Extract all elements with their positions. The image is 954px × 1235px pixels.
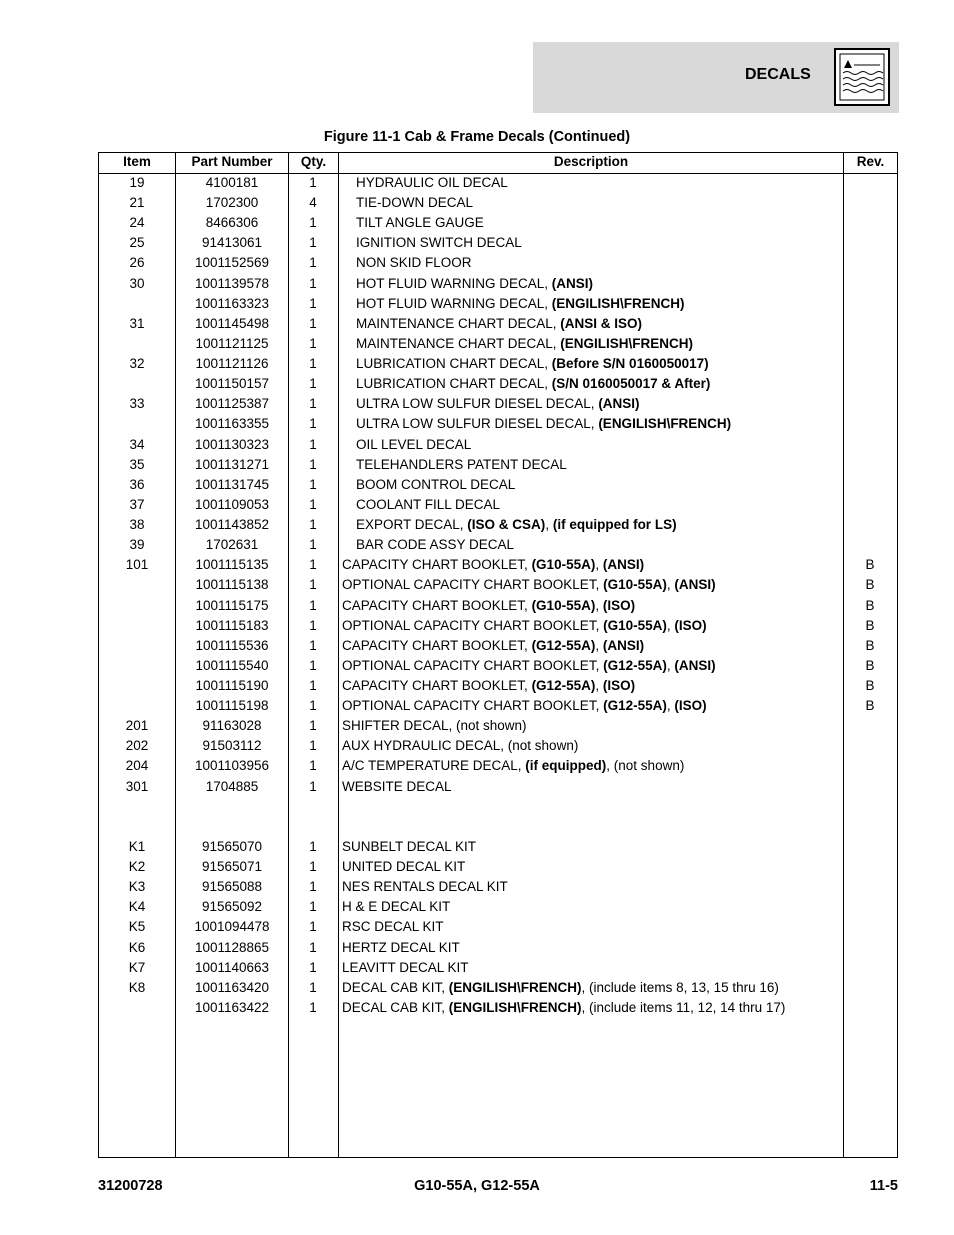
- table-row: [99, 173, 897, 193]
- qty-cell: 1: [309, 416, 317, 432]
- item-cell: 101: [125, 557, 149, 573]
- description-cell: [342, 978, 842, 998]
- part-number-cell: 1001115135: [195, 557, 269, 573]
- description-segment: CAPACITY CHART BOOKLET,: [342, 597, 532, 613]
- table-row: [99, 374, 897, 394]
- item-cell: 38: [129, 517, 145, 533]
- table-row: [99, 716, 897, 736]
- footer-doc-number: 31200728: [98, 1178, 163, 1194]
- description-cell: [342, 716, 842, 736]
- description-cell: [356, 294, 856, 314]
- table-row: [99, 777, 897, 797]
- item-cell: K3: [128, 879, 146, 895]
- description-segment: BAR CODE ASSY DECAL: [356, 537, 515, 553]
- description-segment: OPTIONAL CAPACITY CHART BOOKLET,: [342, 657, 604, 673]
- table-row: [99, 676, 897, 696]
- description-segment: ,: [666, 577, 675, 593]
- description-cell: [356, 515, 856, 535]
- description-segment: (G10-55A): [531, 597, 596, 613]
- item-cell: 24: [129, 215, 145, 231]
- qty-cell: 1: [309, 315, 317, 331]
- table-row: [99, 253, 897, 273]
- item-cell: K4: [128, 899, 146, 915]
- part-number-cell: 91163028: [202, 718, 262, 734]
- table-row: [99, 938, 897, 958]
- table-row: [99, 736, 897, 756]
- item-cell: 39: [129, 537, 145, 553]
- table-row: [99, 636, 897, 656]
- qty-cell: 1: [309, 838, 317, 854]
- description-segment: HYDRAULIC OIL DECAL: [356, 175, 508, 190]
- description-segment: WEBSITE DECAL: [342, 778, 452, 794]
- description-cell: [342, 696, 842, 716]
- description-segment: AUX HYDRAULIC DECAL, (not shown): [342, 738, 579, 754]
- description-segment: (Before S/N 0160050017): [551, 356, 709, 372]
- part-number-cell: 1001131745: [194, 476, 270, 492]
- table-row: [99, 274, 897, 294]
- description-segment: RSC DECAL KIT: [342, 919, 444, 935]
- qty-cell: 1: [309, 617, 317, 633]
- description-segment: (ENGILISH\FRENCH): [598, 416, 732, 432]
- description-segment: MAINTENANCE CHART DECAL,: [356, 315, 561, 331]
- part-number-cell: 1001130323: [194, 436, 270, 452]
- description-cell: [342, 917, 842, 937]
- qty-cell: 1: [309, 235, 317, 251]
- description-cell: [342, 616, 842, 636]
- table-row: [99, 656, 897, 676]
- table-row: [99, 495, 897, 515]
- description-segment: ,: [666, 698, 675, 714]
- qty-cell: 1: [309, 356, 317, 372]
- description-segment: (ANSI): [674, 657, 716, 673]
- qty-cell: 1: [309, 999, 317, 1015]
- table-row: [99, 394, 897, 414]
- description-cell: [356, 414, 856, 434]
- qty-cell: 1: [309, 436, 317, 452]
- description-cell: [356, 213, 856, 233]
- description-segment: (ISO): [674, 698, 707, 714]
- qty-cell: 1: [309, 859, 317, 875]
- col-header-description: Description: [553, 154, 629, 169]
- description-segment: (if equipped): [525, 758, 607, 774]
- item-cell: K2: [128, 859, 146, 875]
- description-segment: (G10-55A): [603, 617, 667, 633]
- qty-cell: 1: [309, 577, 317, 593]
- part-number-cell: 1704885: [205, 778, 259, 794]
- description-segment: OPTIONAL CAPACITY CHART BOOKLET,: [342, 698, 604, 714]
- section-title: DECALS: [745, 66, 811, 83]
- description-segment: HERTZ DECAL KIT: [342, 939, 460, 955]
- description-segment: LEAVITT DECAL KIT: [342, 959, 469, 975]
- table-row: [99, 756, 897, 776]
- item-cell: 30: [129, 275, 145, 291]
- description-segment: (G12-55A): [603, 657, 667, 673]
- description-cell: [342, 676, 842, 696]
- rev-cell: B: [865, 617, 875, 633]
- part-number-cell: 1001115536: [195, 637, 269, 653]
- qty-cell: 1: [309, 175, 317, 190]
- description-cell: [356, 274, 856, 294]
- rev-cell: B: [865, 678, 875, 693]
- description-cell: [356, 354, 856, 374]
- figure-title: Figure 11-1 Cab & Frame Decals (Continued): [323, 129, 631, 145]
- item-cell: 26: [129, 255, 145, 271]
- description-cell: [356, 475, 856, 495]
- part-number-cell: 1001143852: [194, 517, 270, 533]
- description-segment: SHIFTER DECAL, (not shown): [342, 718, 527, 734]
- footer-page-number: 11-5: [869, 1178, 898, 1194]
- qty-cell: 1: [309, 899, 317, 915]
- description-segment: (ANSI): [551, 275, 594, 291]
- qty-cell: 1: [309, 657, 317, 673]
- item-cell: 19: [129, 175, 145, 190]
- item-cell: 202: [125, 738, 149, 754]
- item-cell: 301: [125, 778, 149, 794]
- part-number-cell: 1702300: [205, 195, 259, 211]
- part-number-cell: 91565088: [201, 879, 263, 895]
- description-segment: COOLANT FILL DECAL: [356, 496, 501, 512]
- description-segment: TILT ANGLE GAUGE: [356, 215, 484, 231]
- qty-cell: 1: [309, 939, 317, 955]
- description-cell: [356, 173, 856, 193]
- qty-cell: 1: [309, 275, 317, 291]
- table-row: [99, 435, 897, 455]
- item-cell: 32: [129, 356, 145, 372]
- description-segment: H & E DECAL KIT: [342, 899, 451, 915]
- table-row: [99, 314, 897, 334]
- item-cell: K7: [128, 959, 146, 975]
- part-number-cell: 1001128865: [194, 939, 270, 955]
- description-cell: [342, 877, 842, 897]
- table-row: [99, 575, 897, 595]
- item-cell: 21: [129, 195, 145, 211]
- table-row: [99, 475, 897, 495]
- qty-cell: 1: [309, 396, 317, 412]
- qty-cell: 1: [309, 476, 317, 492]
- part-number-cell: 8466306: [205, 215, 259, 231]
- part-number-cell: 91503112: [202, 738, 262, 754]
- item-cell: 36: [129, 476, 145, 492]
- description-cell: [356, 193, 856, 213]
- description-cell: [342, 596, 842, 616]
- description-segment: , (include items 11, 12, 14 thru 17): [581, 999, 786, 1015]
- qty-cell: 1: [309, 517, 317, 533]
- part-number-cell: 1001094478: [194, 919, 270, 935]
- part-number-cell: 91565070: [201, 838, 263, 854]
- qty-cell: 1: [309, 215, 317, 231]
- footer-model: G10-55A, G12-55A: [414, 1178, 540, 1194]
- part-number-cell: 1001139578: [194, 275, 270, 291]
- description-cell: [356, 535, 856, 555]
- qty-cell: 1: [309, 738, 317, 754]
- description-cell: [342, 636, 842, 656]
- table-row: [99, 917, 897, 937]
- description-segment: LUBRICATION CHART DECAL,: [356, 356, 552, 372]
- description-segment: OIL LEVEL DECAL: [356, 436, 472, 452]
- table-row: [99, 998, 897, 1018]
- table-row: [99, 535, 897, 555]
- description-segment: CAPACITY CHART BOOKLET,: [342, 637, 532, 653]
- qty-cell: 1: [309, 959, 317, 975]
- qty-cell: 1: [309, 295, 317, 311]
- table-row: [99, 958, 897, 978]
- description-segment: (G12-55A): [531, 637, 596, 653]
- description-segment: (ANSI): [602, 557, 645, 573]
- description-segment: (ENGILISH\FRENCH): [560, 335, 694, 351]
- description-segment: (ANSI): [674, 577, 716, 593]
- description-segment: OPTIONAL CAPACITY CHART BOOKLET,: [342, 577, 604, 593]
- part-number-cell: 1001145498: [194, 315, 270, 331]
- description-segment: ,: [595, 597, 603, 613]
- rev-cell: B: [865, 637, 875, 653]
- table-row: [99, 555, 897, 575]
- table-row: [99, 596, 897, 616]
- part-number-cell: 1001115540: [195, 657, 269, 673]
- description-segment: ULTRA LOW SULFUR DIESEL DECAL,: [356, 416, 599, 432]
- table-row: [99, 897, 897, 917]
- item-cell: K1: [128, 838, 146, 854]
- qty-cell: 1: [309, 496, 317, 512]
- description-segment: (G10-55A): [603, 577, 667, 593]
- part-number-cell: 1001115175: [195, 597, 269, 613]
- description-cell: [356, 394, 856, 414]
- item-cell: 201: [125, 718, 149, 734]
- description-segment: (ENGILISH\FRENCH): [551, 295, 685, 311]
- part-number-cell: 1001121126: [195, 356, 269, 372]
- table-row: [99, 294, 897, 314]
- part-number-cell: 1001115190: [195, 678, 269, 693]
- description-segment: (G10-55A): [531, 557, 596, 573]
- description-cell: [356, 455, 856, 475]
- description-cell: [356, 334, 856, 354]
- description-segment: CAPACITY CHART BOOKLET,: [342, 557, 532, 573]
- table-row: [99, 334, 897, 354]
- description-segment: (S/N 0160050017 & After): [551, 376, 711, 392]
- col-header-rev: Rev.: [856, 154, 885, 169]
- qty-cell: 1: [309, 919, 317, 935]
- table-row: [99, 696, 897, 716]
- description-segment: MAINTENANCE CHART DECAL,: [356, 335, 561, 351]
- description-segment: TIE-DOWN DECAL: [356, 195, 474, 211]
- description-segment: , (not shown): [606, 758, 685, 774]
- item-cell: 34: [129, 436, 145, 452]
- description-cell: [342, 837, 842, 857]
- item-cell: K8: [128, 979, 146, 995]
- table-row: [99, 213, 897, 233]
- part-number-cell: 1001163422: [194, 999, 270, 1015]
- qty-cell: 1: [309, 376, 317, 392]
- item-cell: 204: [125, 758, 149, 774]
- description-segment: (ISO & CSA): [467, 517, 546, 533]
- description-segment: ,: [666, 617, 675, 633]
- qty-cell: 1: [309, 879, 317, 895]
- qty-cell: 1: [309, 718, 317, 734]
- description-segment: (ISO): [602, 678, 636, 693]
- col-header-item: Item: [123, 154, 151, 169]
- part-number-cell: 1001131271: [194, 456, 270, 472]
- qty-cell: 1: [309, 778, 317, 794]
- description-segment: ,: [595, 637, 603, 653]
- description-segment: (ISO): [674, 617, 707, 633]
- description-segment: ,: [595, 678, 603, 693]
- description-segment: ,: [666, 657, 675, 673]
- description-cell: [342, 736, 842, 756]
- table-row: [99, 515, 897, 535]
- part-number-cell: 1001121125: [195, 335, 269, 351]
- description-cell: [356, 314, 856, 334]
- description-cell: [342, 656, 842, 676]
- description-cell: [342, 938, 842, 958]
- table-row: [99, 414, 897, 434]
- part-number-cell: 1001115198: [195, 698, 269, 714]
- qty-cell: 1: [309, 335, 317, 351]
- item-cell: 33: [129, 396, 145, 412]
- table-row: [99, 877, 897, 897]
- description-segment: (ANSI): [602, 637, 645, 653]
- qty-cell: 4: [309, 195, 317, 211]
- part-number-cell: 91413061: [201, 235, 263, 251]
- part-number-cell: 1001115138: [195, 577, 269, 593]
- qty-cell: 1: [309, 597, 317, 613]
- qty-cell: 1: [309, 758, 317, 774]
- qty-cell: 1: [309, 637, 317, 653]
- table-row: [99, 354, 897, 374]
- description-cell: [356, 374, 856, 394]
- rev-cell: B: [865, 657, 875, 673]
- description-segment: (G12-55A): [603, 698, 667, 714]
- part-number-cell: 1001163420: [194, 979, 270, 995]
- rev-cell: B: [865, 698, 875, 714]
- description-segment: A/C TEMPERATURE DECAL,: [342, 758, 526, 774]
- description-segment: (ANSI): [598, 396, 640, 412]
- part-number-cell: 91565071: [201, 859, 263, 875]
- description-segment: DECAL CAB KIT,: [342, 999, 449, 1015]
- description-cell: [342, 958, 842, 978]
- description-cell: [356, 253, 856, 273]
- table-row: [99, 837, 897, 857]
- qty-cell: 1: [309, 698, 317, 714]
- description-segment: HOT FLUID WARNING DECAL,: [356, 275, 552, 291]
- part-number-cell: 1001140663: [194, 959, 270, 975]
- part-number-cell: 1001109053: [194, 496, 270, 512]
- description-segment: SUNBELT DECAL KIT: [342, 838, 477, 854]
- table-row: [99, 455, 897, 475]
- description-cell: [356, 435, 856, 455]
- description-segment: OPTIONAL CAPACITY CHART BOOKLET,: [342, 617, 604, 633]
- qty-cell: 1: [309, 979, 317, 995]
- rev-cell: B: [865, 597, 875, 613]
- item-cell: K6: [128, 939, 146, 955]
- item-cell: 37: [129, 496, 145, 512]
- description-cell: [342, 897, 842, 917]
- table-row: [99, 616, 897, 636]
- rev-cell: B: [865, 577, 875, 593]
- description-segment: (ENGILISH\FRENCH): [448, 999, 582, 1015]
- description-segment: NON SKID FLOOR: [356, 255, 472, 271]
- description-segment: , (include items 8, 13, 15 thru 16): [581, 979, 779, 995]
- description-segment: ,: [545, 517, 553, 533]
- description-segment: (ENGILISH\FRENCH): [448, 979, 582, 995]
- decal-section-icon: [834, 48, 890, 106]
- qty-cell: 1: [309, 537, 317, 553]
- description-segment: (ISO): [602, 597, 636, 613]
- table-row: [99, 857, 897, 877]
- table-row: [99, 978, 897, 998]
- part-number-cell: 1001152569: [194, 255, 270, 271]
- qty-cell: 1: [309, 456, 317, 472]
- part-number-cell: 1001125387: [194, 396, 270, 412]
- description-cell: [342, 555, 842, 575]
- description-segment: EXPORT DECAL,: [356, 517, 468, 533]
- description-segment: BOOM CONTROL DECAL: [356, 476, 516, 492]
- description-cell: [342, 777, 842, 797]
- description-segment: (G12-55A): [531, 678, 596, 693]
- description-cell: [342, 857, 842, 877]
- part-number-cell: 1001163323: [194, 295, 270, 311]
- col-header-qty: Qty.: [300, 154, 327, 169]
- description-segment: DECAL CAB KIT,: [342, 979, 449, 995]
- item-cell: 31: [129, 315, 145, 331]
- part-number-cell: 4100181: [205, 175, 259, 190]
- description-cell: [342, 998, 842, 1018]
- rev-cell: B: [865, 557, 875, 573]
- description-segment: CAPACITY CHART BOOKLET,: [342, 678, 532, 693]
- description-segment: LUBRICATION CHART DECAL,: [356, 376, 552, 392]
- part-number-cell: 1001150157: [194, 376, 270, 392]
- description-cell: [342, 575, 842, 595]
- part-number-cell: 1001115183: [195, 617, 269, 633]
- description-segment: ,: [595, 557, 603, 573]
- part-number-cell: 1001163355: [194, 416, 270, 432]
- description-cell: [356, 233, 856, 253]
- description-cell: [342, 756, 842, 776]
- table-row: [99, 193, 897, 213]
- qty-cell: 1: [309, 557, 317, 573]
- part-number-cell: 91565092: [201, 899, 263, 915]
- description-segment: IGNITION SWITCH DECAL: [356, 235, 522, 251]
- qty-cell: 1: [309, 678, 317, 693]
- item-cell: 35: [129, 456, 145, 472]
- description-segment: (ANSI & ISO): [560, 315, 643, 331]
- description-segment: (if equipped for LS): [552, 517, 677, 533]
- table-row: [99, 817, 897, 837]
- item-cell: K5: [128, 919, 146, 935]
- parts-table: [98, 152, 898, 1158]
- description-segment: HOT FLUID WARNING DECAL,: [356, 295, 552, 311]
- part-number-cell: 1001103956: [194, 758, 270, 774]
- table-row: [99, 233, 897, 253]
- table-row: [99, 797, 897, 817]
- description-segment: NES RENTALS DECAL KIT: [342, 879, 508, 895]
- qty-cell: 1: [309, 255, 317, 271]
- description-cell: [356, 495, 856, 515]
- part-number-cell: 1702631: [205, 537, 259, 553]
- item-cell: 25: [129, 235, 145, 251]
- description-segment: ULTRA LOW SULFUR DIESEL DECAL,: [356, 396, 599, 412]
- description-segment: UNITED DECAL KIT: [342, 859, 466, 875]
- col-header-part-number: Part Number: [191, 154, 273, 169]
- description-segment: TELEHANDLERS PATENT DECAL: [356, 456, 567, 472]
